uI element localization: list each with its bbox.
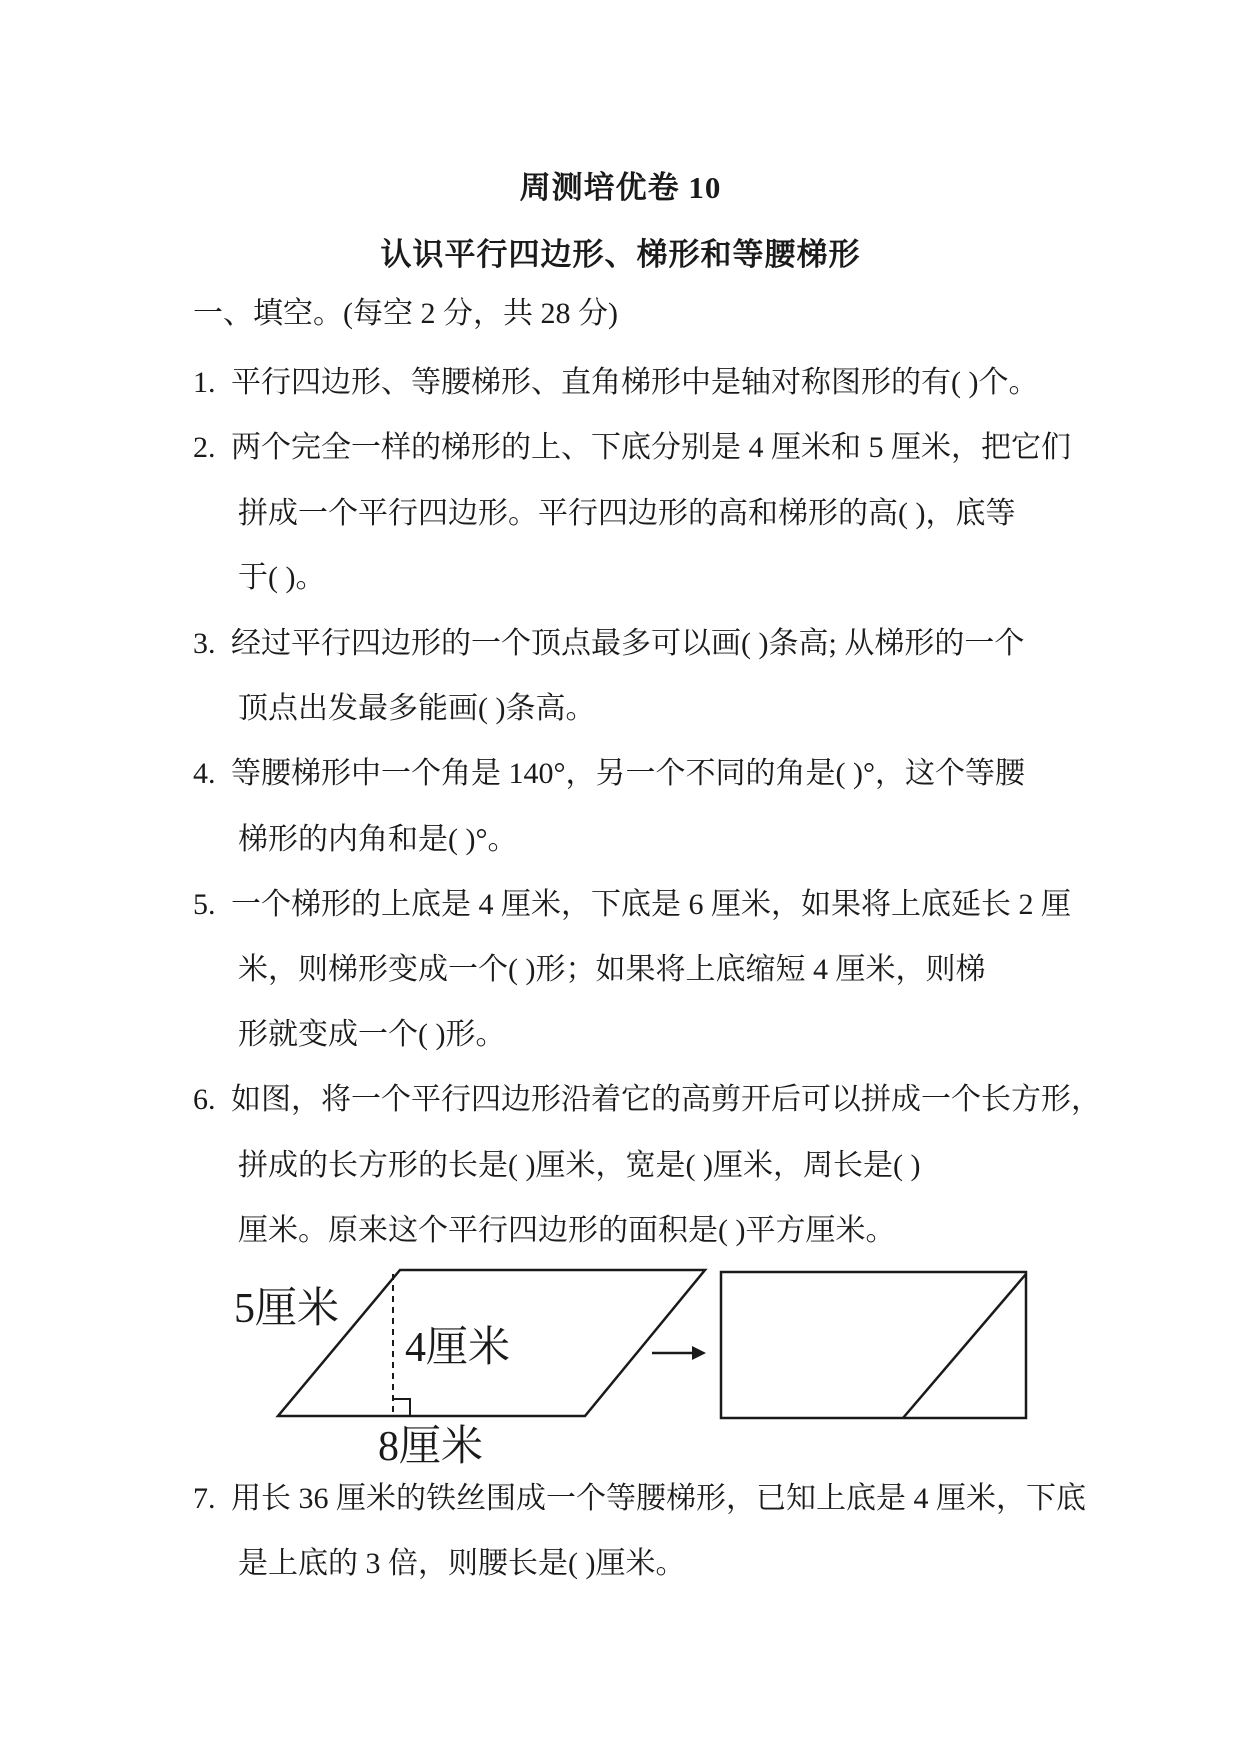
question-text: 拼成的长方形的长是( )厘米，宽是( )厘米，周长是( ) — [238, 1149, 921, 1182]
question-text: 等腰梯形中一个角是 140°，另一个不同的角是( )°，这个等腰 — [231, 757, 1025, 790]
rectangle-shape — [721, 1272, 1026, 1418]
question-text: 如图，将一个平行四边形沿着它的高剪开后可以拼成一个长方形， — [231, 1083, 1101, 1116]
question-text: 平行四边形、等腰梯形、直角梯形中是轴对称图形的有( )个。 — [231, 366, 1039, 399]
section-heading: 一、填空。(每空 2 分，共 28 分) — [193, 297, 618, 330]
question-text: 梯形的内角和是( )°。 — [238, 823, 518, 856]
question-number: 2. — [193, 431, 216, 464]
base-length-label: 8厘米 — [378, 1424, 484, 1470]
question-text: 顶点出发最多能画( )条高。 — [238, 692, 596, 725]
question-text: 形就变成一个( )形。 — [238, 1018, 506, 1051]
question-text: 米，则梯形变成一个( )形；如果将上底缩短 4 厘米，则梯 — [238, 953, 986, 986]
rectangle-cut-line — [903, 1274, 1026, 1418]
side-length-label: 5厘米 — [234, 1286, 340, 1332]
question-text: 经过平行四边形的一个顶点最多可以画( )条高; 从梯形的一个 — [231, 627, 1025, 660]
question-number: 6. — [193, 1083, 216, 1116]
height-label: 4厘米 — [405, 1325, 511, 1371]
question-text: 用长 36 厘米的铁丝围成一个等腰梯形，已知上底是 4 厘米，下底 — [231, 1482, 1086, 1515]
page-subtitle: 认识平行四边形、梯形和等腰梯形 — [380, 237, 861, 272]
question-text: 两个完全一样的梯形的上、下底分别是 4 厘米和 5 厘米，把它们 — [231, 431, 1071, 464]
parallelogram-to-rectangle-figure — [230, 1262, 1060, 1492]
right-angle-marker — [393, 1399, 410, 1416]
question-text: 一个梯形的上底是 4 厘米，下底是 6 厘米，如果将上底延长 2 厘 — [231, 888, 1071, 921]
question-number: 5. — [193, 888, 216, 921]
question-text: 厘米。原来这个平行四边形的面积是( )平方厘米。 — [238, 1214, 896, 1247]
question-number: 4. — [193, 757, 216, 790]
question-number: 1. — [193, 366, 216, 399]
page-title: 周测培优卷 10 — [519, 170, 722, 205]
question-text: 于( )。 — [238, 561, 326, 594]
arrow-right-icon — [652, 1346, 706, 1360]
question-number: 7. — [193, 1482, 216, 1515]
question-number: 3. — [193, 627, 216, 660]
question-text: 拼成一个平行四边形。平行四边形的高和梯形的高( )，底等 — [238, 497, 1016, 530]
question-text: 是上底的 3 倍，则腰长是( )厘米。 — [238, 1547, 686, 1580]
